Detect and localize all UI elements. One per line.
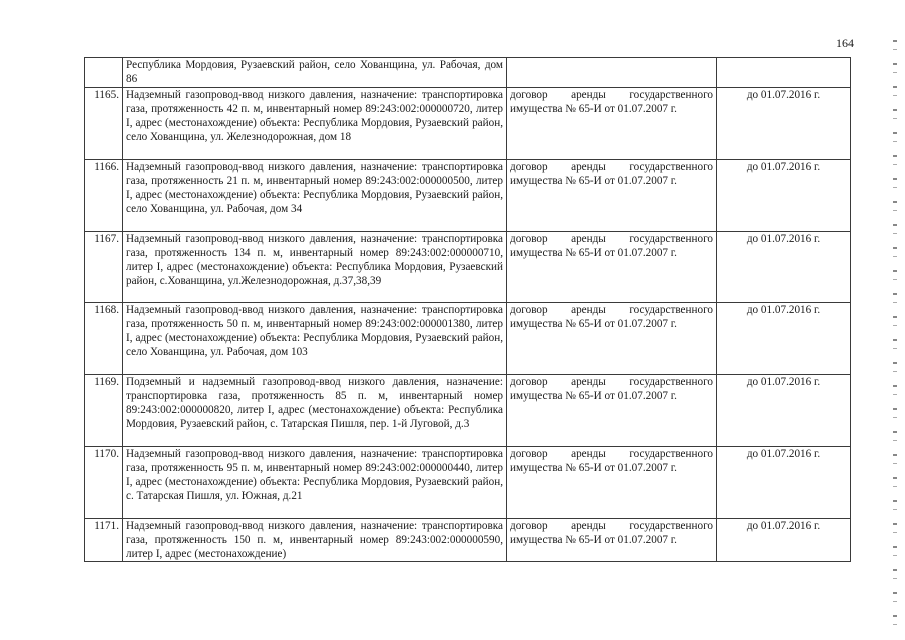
property-registry-table xyxy=(84,57,851,562)
row-number-cell: 1165. xyxy=(85,87,123,159)
lease-term-cell: до 01.07.2016 г. xyxy=(717,87,851,159)
row-number-cell xyxy=(85,58,123,88)
lease-term-cell: до 01.07.2016 г. xyxy=(717,302,851,374)
lease-basis-cell: договор аренды государственного имущества № 65-И от 01.07.2007 г. xyxy=(507,374,717,446)
row-number-cell: 1171. xyxy=(85,518,123,562)
object-description-cell: Надземный газопровод-ввод низкого давления, назначение: транспортировка газа, протяженность 42 п. м, инвентарный номер 89:243:002:000000720, литер I, адрес (местонахождение) объекта: Республика Мордовия, Рузаевский район, село Хованщина, ул. Железнодорожная, дом 18 xyxy=(123,87,507,159)
table-row xyxy=(85,87,851,159)
table-row xyxy=(85,159,851,231)
table-row xyxy=(85,518,851,562)
lease-term-cell xyxy=(717,58,851,88)
lease-term-cell: до 01.07.2016 г. xyxy=(717,159,851,231)
scan-edge-marks xyxy=(893,40,897,630)
table-row-continuation xyxy=(85,58,851,88)
object-description-cell: Подземный и надземный газопровод-ввод низкого давления, назначение: транспортировка газа, протяженность 85 п. м, инвентарный номер 89:243:002:000000820, литер I, адрес (местонахождение) объекта: Республика Мордовия, Рузаевский район, с. Татарская Пишля, пер. 1-й Луговой, д.3 xyxy=(123,374,507,446)
row-number-cell: 1168. xyxy=(85,302,123,374)
lease-basis-cell: договор аренды государственного имущества № 65-И от 01.07.2007 г. xyxy=(507,87,717,159)
lease-basis-cell xyxy=(507,58,717,88)
lease-term-cell: до 01.07.2016 г. xyxy=(717,518,851,562)
row-number-cell: 1170. xyxy=(85,446,123,518)
object-description-cell: Надземный газопровод-ввод низкого давления, назначение: транспортировка газа, протяженность 150 п. м, инвентарный номер 89:243:002:000000590, литер I, адрес (местонахождение) xyxy=(123,518,507,562)
lease-term-cell: до 01.07.2016 г. xyxy=(717,446,851,518)
lease-basis-cell: договор аренды государственного имущества № 65-И от 01.07.2007 г. xyxy=(507,518,717,562)
object-description-cell: Надземный газопровод-ввод низкого давления, назначение: транспортировка газа, протяженность 21 п. м, инвентарный номер 89:243:002:000000500, литер I, адрес (местонахождение) объекта: Республика Мордовия, Рузаевский район, село Хованщина, ул. Рабочая, дом 34 xyxy=(123,159,507,231)
row-number-cell: 1166. xyxy=(85,159,123,231)
table-row xyxy=(85,374,851,446)
table-row xyxy=(85,302,851,374)
lease-basis-cell: договор аренды государственного имущества № 65-И от 01.07.2007 г. xyxy=(507,231,717,302)
lease-basis-cell: договор аренды государственного имущества № 65-И от 01.07.2007 г. xyxy=(507,159,717,231)
lease-term-cell: до 01.07.2016 г. xyxy=(717,231,851,302)
object-description-cell: Надземный газопровод-ввод низкого давления, назначение: транспортировка газа, протяженность 95 п. м, инвентарный номер 89:243:002:000000440, литер I, адрес (местонахождение) объекта: Республика Мордовия, Рузаевский район, с. Татарская Пишля, ул. Южная, д.21 xyxy=(123,446,507,518)
lease-term-cell: до 01.07.2016 г. xyxy=(717,374,851,446)
lease-basis-cell: договор аренды государственного имущества № 65-И от 01.07.2007 г. xyxy=(507,302,717,374)
row-number-cell: 1169. xyxy=(85,374,123,446)
table-row xyxy=(85,231,851,302)
row-number-cell: 1167. xyxy=(85,231,123,302)
lease-basis-cell: договор аренды государственного имущества № 65-И от 01.07.2007 г. xyxy=(507,446,717,518)
object-description-cell: Надземный газопровод-ввод низкого давления, назначение: транспортировка газа, протяженность 134 п. м, инвентарный номер 89:243:002:000000710, литер I, адрес (местонахождение) объекта: Республика Мордовия, Рузаевский район, с.Хованщина, ул.Железнодорожная, д.37,38,39 xyxy=(123,231,507,302)
page-number: 164 xyxy=(836,36,854,50)
table-row xyxy=(85,446,851,518)
object-description-cell: Надземный газопровод-ввод низкого давления, назначение: транспортировка газа, протяженность 50 п. м, инвентарный номер 89:243:002:000001380, литер I, адрес (местонахождение) объекта: Республика Мордовия, Рузаевский район, село Хованщина, ул. Рабочая, дом 103 xyxy=(123,302,507,374)
object-description-cell: Республика Мордовия, Рузаевский район, село Хованщина, ул. Рабочая, дом 86 xyxy=(123,58,507,88)
